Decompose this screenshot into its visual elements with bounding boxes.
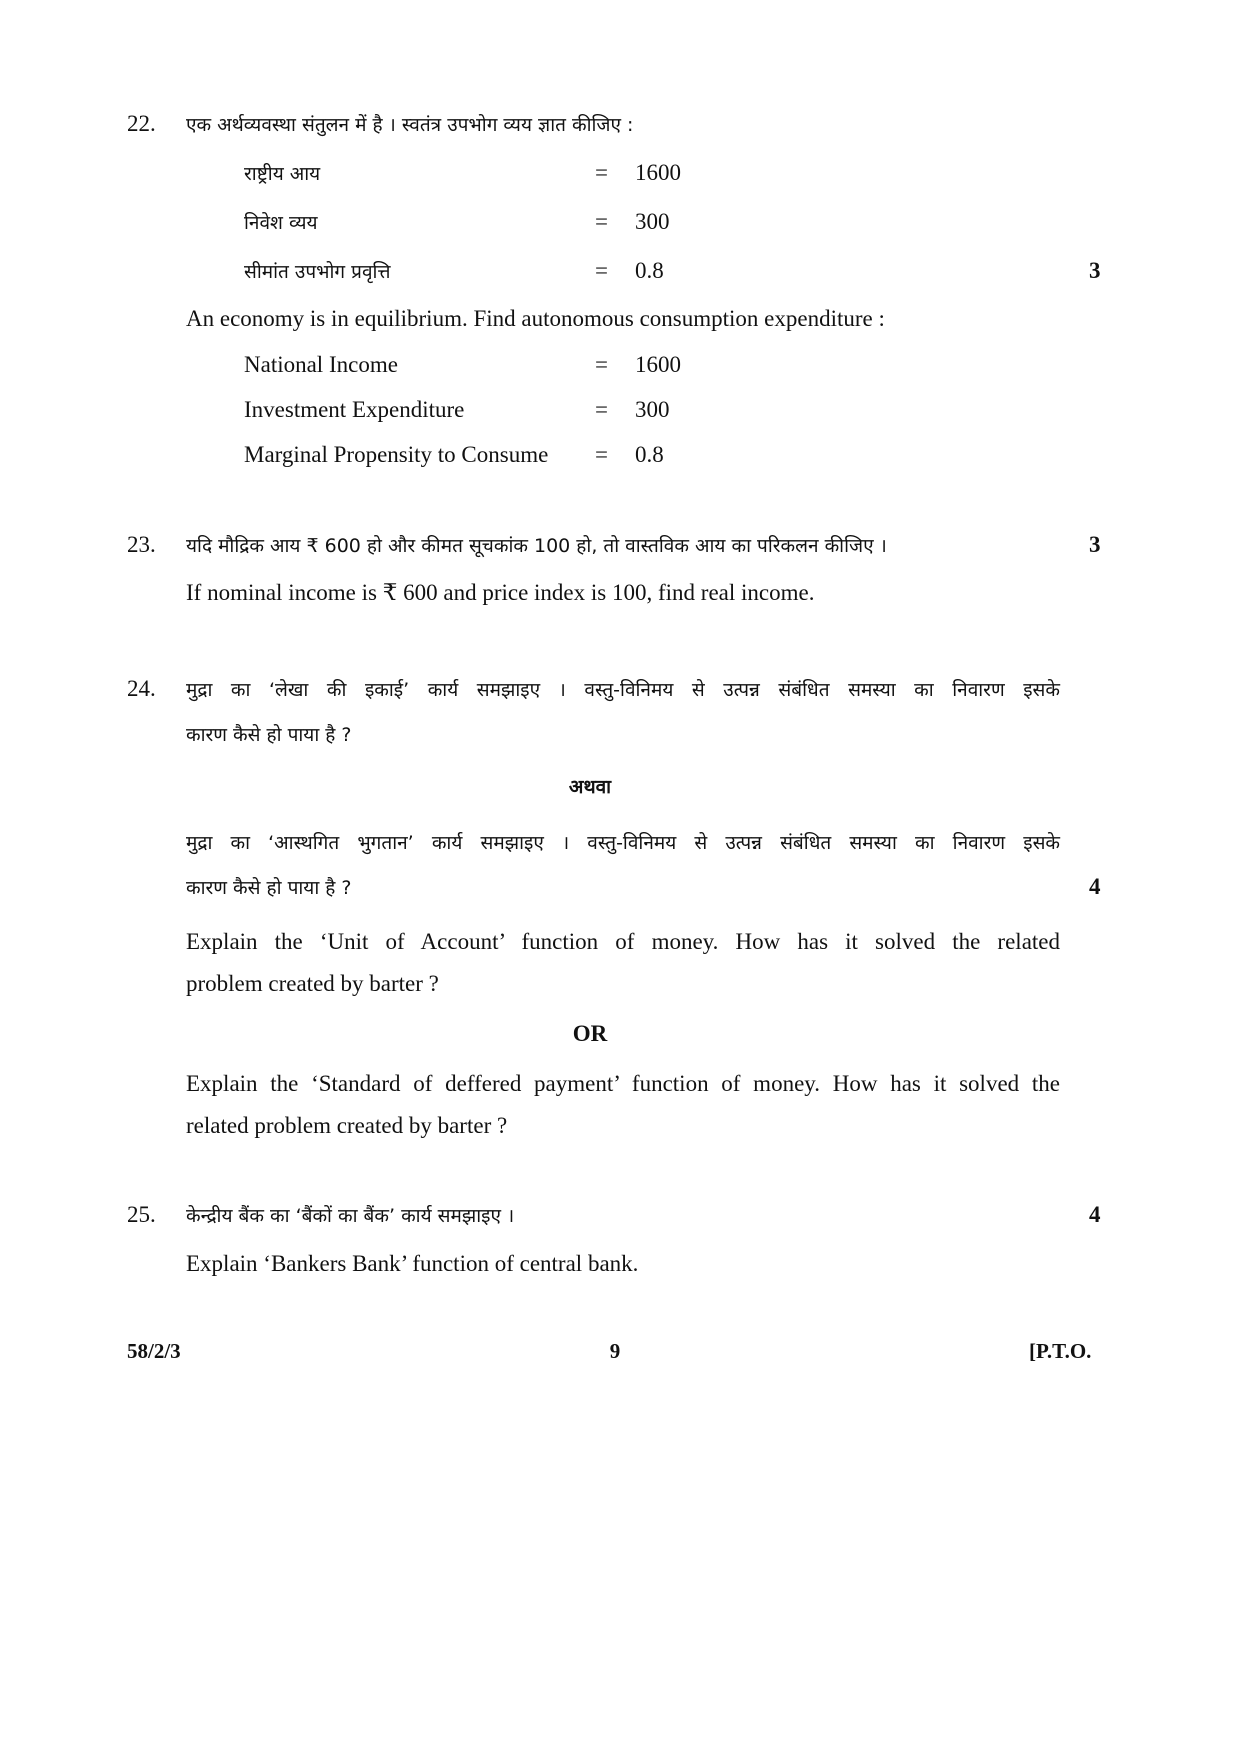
q24-english-or: OR [572, 1021, 608, 1046]
q22-english-row-eq: = [595, 397, 608, 422]
q24-marks: 4 [1089, 874, 1101, 899]
q22-english-stem: An economy is in equilibrium. Find autonomous consumption expenditure : [186, 306, 885, 331]
pto-marker: [P.T.O. [1029, 1339, 1092, 1363]
q22-english-row-value: 1600 [635, 352, 681, 377]
q24-hindi-b-line1: मुद्रा का ‘आस्थगित भुगतान’ कार्य समझाइए । वस्तु-विनिमय से उत्पन्न संबंधित समस्या का निवारण इसके [186, 832, 1060, 854]
question-number-22: 22. [127, 111, 156, 136]
q22-hindi-row-label: राष्ट्रीय आय [244, 163, 321, 185]
q23-marks: 3 [1089, 532, 1101, 557]
q22-marks: 3 [1089, 258, 1101, 283]
q22-hindi-row-eq: = [595, 160, 608, 185]
q22-hindi-row-value: 300 [635, 209, 670, 234]
q22-english-row-value: 0.8 [635, 442, 664, 467]
q22-english-row-eq: = [595, 442, 608, 467]
q23-english-text: If nominal income is ₹ 600 and price index is 100, find real income. [186, 580, 815, 605]
question-number-25: 25. [127, 1202, 156, 1227]
q22-hindi-row-eq: = [595, 209, 608, 234]
q25-marks: 4 [1089, 1202, 1101, 1227]
q24-english-b-line1: Explain the ‘Standard of deffered payment’ function of money. How has it solved the [186, 1071, 1060, 1096]
q24-english-b-line2: related problem created by barter ? [186, 1113, 508, 1138]
q24-hindi-a-line2: कारण कैसे हो पाया है ? [186, 724, 352, 746]
q22-english-row-label: National Income [244, 352, 398, 377]
q24-english-a-line2: problem created by barter ? [186, 971, 439, 996]
q22-hindi-row-value: 1600 [635, 160, 681, 185]
q22-hindi-stem: एक अर्थव्यवस्था संतुलन में है । स्वतंत्र उपभोग व्यय ज्ञात कीजिए : [186, 114, 634, 136]
q22-english-row-label: Marginal Propensity to Consume [244, 442, 549, 467]
q24-english-a-line1: Explain the ‘Unit of Account’ function of money. How has it solved the related [186, 929, 1060, 954]
q22-english-row-eq: = [595, 352, 608, 377]
q24-hindi-a-line1: मुद्रा का ‘लेखा की इकाई’ कार्य समझाइए । वस्तु-विनिमय से उत्पन्न संबंधित समस्या का निवारण इसके [186, 679, 1060, 701]
q22-english-row-value: 300 [635, 397, 670, 422]
question-number-23: 23. [127, 532, 156, 557]
question-number-24: 24. [127, 676, 156, 701]
page-number: 9 [609, 1339, 621, 1363]
q22-hindi-row-eq: = [595, 258, 608, 283]
q22-hindi-row-label: सीमांत उपभोग प्रवृत्ति [244, 261, 391, 283]
q22-hindi-row-value: 0.8 [635, 258, 664, 283]
q22-english-row-label: Investment Expenditure [244, 397, 465, 422]
q23-hindi-text: यदि मौद्रिक आय ₹ 600 हो और कीमत सूचकांक 100 हो, तो वास्तविक आय का परिकलन कीजिए । [186, 535, 887, 557]
paper-code: 58/2/3 [127, 1339, 181, 1363]
q22-hindi-row-label: निवेश व्यय [244, 212, 318, 234]
q24-hindi-b-line2: कारण कैसे हो पाया है ? [186, 877, 352, 899]
q24-hindi-or: अथवा [568, 776, 612, 798]
q25-english-text: Explain ‘Bankers Bank’ function of central bank. [186, 1251, 639, 1276]
q25-hindi-text: केन्द्रीय बैंक का ‘बैंकों का बैंक’ कार्य समझाइए । [186, 1205, 515, 1227]
